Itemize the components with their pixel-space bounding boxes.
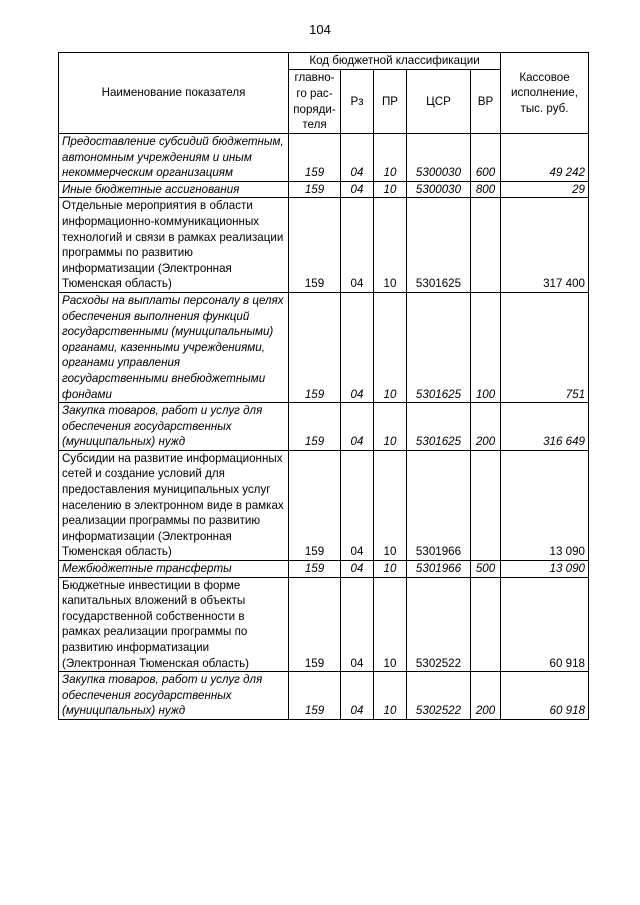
row-grbs: 159	[289, 561, 341, 578]
table-row	[59, 450, 589, 560]
row-csr: 5301625	[407, 292, 471, 402]
row-name: Иные бюджетные ассигнования	[59, 181, 289, 198]
row-grbs: 159	[289, 292, 341, 402]
page-number: 104	[309, 22, 331, 37]
header-vr: ВР	[471, 70, 501, 134]
row-vr	[471, 577, 501, 672]
row-csr: 5301625	[407, 403, 471, 451]
row-vr: 100	[471, 292, 501, 402]
row-csr: 5301625	[407, 198, 471, 293]
row-rz: 04	[341, 672, 374, 720]
row-rz: 04	[341, 198, 374, 293]
row-amount: 49 242	[501, 134, 589, 182]
row-rz: 04	[341, 181, 374, 198]
row-grbs: 159	[289, 577, 341, 672]
row-pr: 10	[374, 292, 407, 402]
row-name: Закупка товаров, работ и услуг для обеспечения государственных (муниципальных) нужд	[59, 403, 289, 451]
row-amount: 316 649	[501, 403, 589, 451]
row-rz: 04	[341, 403, 374, 451]
row-name: Субсидии на развитие информационных сетей и создание условий для предоставления муниципальных услуг населению в электронном виде в рамках реализации программы по развитию информатизации (Электронная Тюменская область)	[59, 450, 289, 560]
row-pr: 10	[374, 198, 407, 293]
row-amount: 60 918	[501, 577, 589, 672]
row-name: Бюджетные инвестиции в форме капитальных вложений в объекты государственной собственности в рамках реализации программы по развитию информатизации (Электронная Тюменская область)	[59, 577, 289, 672]
row-rz: 04	[341, 561, 374, 578]
row-csr: 5300030	[407, 134, 471, 182]
row-csr: 5301966	[407, 450, 471, 560]
row-grbs: 159	[289, 198, 341, 293]
row-pr: 10	[374, 577, 407, 672]
header-grbs: главно-го рас-поряди-теля	[289, 70, 341, 134]
row-name: Закупка товаров, работ и услуг для обеспечения государственных (муниципальных) нужд	[59, 672, 289, 720]
row-vr: 200	[471, 403, 501, 451]
row-pr: 10	[374, 181, 407, 198]
table-row	[59, 577, 589, 672]
header-amount: Кассовое исполнение, тыс. руб.	[501, 53, 589, 134]
row-csr: 5302522	[407, 577, 471, 672]
row-grbs: 159	[289, 134, 341, 182]
row-csr: 5300030	[407, 181, 471, 198]
table-row	[59, 292, 589, 402]
row-grbs: 159	[289, 181, 341, 198]
row-grbs: 159	[289, 450, 341, 560]
row-amount: 13 090	[501, 450, 589, 560]
row-vr	[471, 198, 501, 293]
table-row	[59, 403, 589, 451]
header-name: Наименование показателя	[59, 53, 289, 134]
row-amount: 29	[501, 181, 589, 198]
row-vr	[471, 450, 501, 560]
row-rz: 04	[341, 450, 374, 560]
row-vr: 800	[471, 181, 501, 198]
header-csr: ЦСР	[407, 70, 471, 134]
table-row	[59, 134, 589, 182]
row-amount: 317 400	[501, 198, 589, 293]
row-amount: 751	[501, 292, 589, 402]
row-vr: 200	[471, 672, 501, 720]
row-amount: 13 090	[501, 561, 589, 578]
row-csr: 5302522	[407, 672, 471, 720]
row-rz: 04	[341, 577, 374, 672]
header-pr: ПР	[374, 70, 407, 134]
table-row	[59, 181, 589, 198]
row-name: Расходы на выплаты персоналу в целях обеспечения выполнения функций государственными (муниципальными) органами, казенными учреждениями, органами управления государственными внебюджетными фондами	[59, 292, 289, 402]
row-grbs: 159	[289, 672, 341, 720]
header-code-group: Код бюджетной классификации	[289, 53, 501, 70]
row-csr: 5301966	[407, 561, 471, 578]
table-row	[59, 561, 589, 578]
header-rz: Рз	[341, 70, 374, 134]
row-name: Межбюджетные трансферты	[59, 561, 289, 578]
row-pr: 10	[374, 561, 407, 578]
row-name: Отдельные мероприятия в области информационно-коммуникационных технологий и связи в рамках реализации программы по развитию информатизации (Электронная Тюменская область)	[59, 198, 289, 293]
row-name: Предоставление субсидий бюджетным, автономным учреждениям и иным некоммерческим организациям	[59, 134, 289, 182]
row-rz: 04	[341, 134, 374, 182]
row-pr: 10	[374, 403, 407, 451]
row-amount: 60 918	[501, 672, 589, 720]
table-row	[59, 198, 589, 293]
row-pr: 10	[374, 450, 407, 560]
row-grbs: 159	[289, 403, 341, 451]
row-pr: 10	[374, 134, 407, 182]
row-vr: 600	[471, 134, 501, 182]
row-pr: 10	[374, 672, 407, 720]
table-row	[59, 672, 589, 720]
budget-table	[58, 52, 589, 720]
row-rz: 04	[341, 292, 374, 402]
row-vr: 500	[471, 561, 501, 578]
